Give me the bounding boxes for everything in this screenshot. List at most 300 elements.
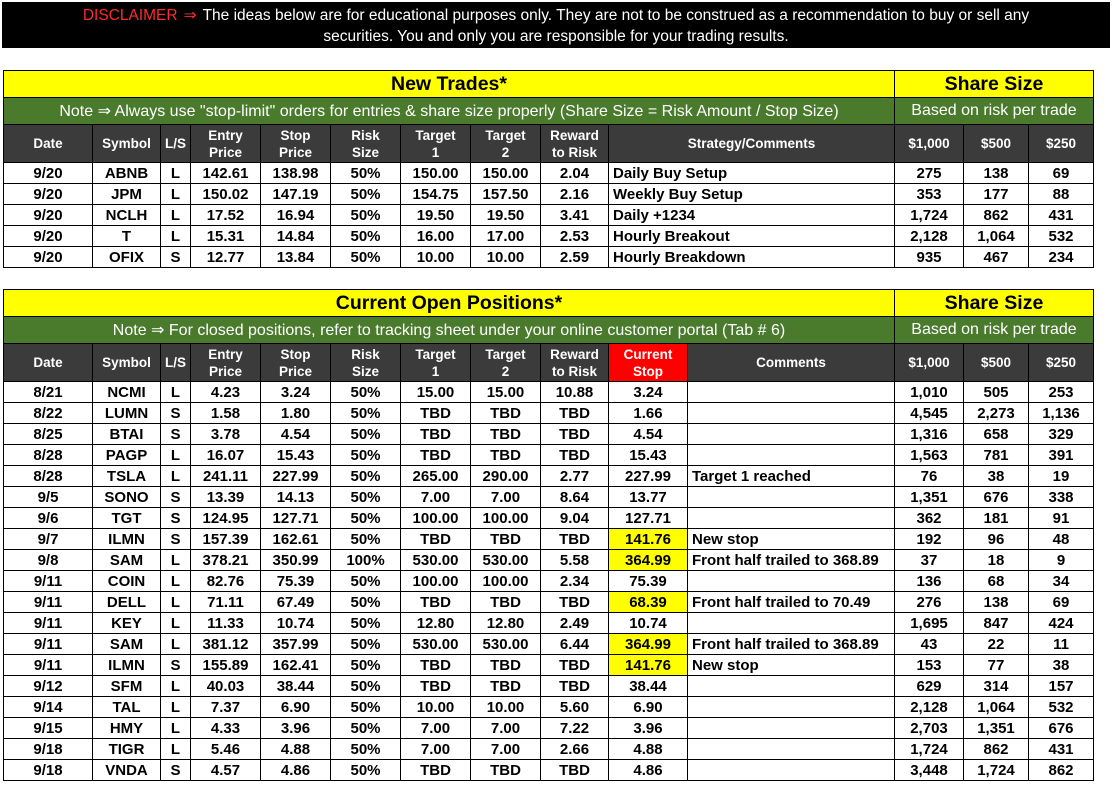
cell-current-stop: 13.77	[609, 487, 688, 508]
cell-target-2: TBD	[471, 592, 541, 613]
cell-comment: Target 1 reached	[688, 466, 895, 487]
cell-date: 8/28	[4, 466, 93, 487]
cell-share-1000: 629	[895, 676, 964, 697]
cell-ls: S	[161, 424, 191, 445]
header-stop-price: Stop Price	[261, 344, 331, 382]
cell-share-1000: 276	[895, 592, 964, 613]
cell-comment	[688, 571, 895, 592]
cell-symbol: VNDA	[93, 760, 161, 781]
cell-date: 9/20	[4, 184, 93, 205]
cell-share-500: 177	[964, 184, 1029, 205]
cell-symbol: LUMN	[93, 403, 161, 424]
cell-symbol: T	[93, 226, 161, 247]
cell-risk-size: 50%	[331, 487, 401, 508]
header-strategy-comments: Strategy/Comments	[609, 125, 895, 163]
cell-date: 9/12	[4, 676, 93, 697]
table-row	[4, 163, 1094, 184]
cell-symbol: ILMN	[93, 655, 161, 676]
cell-risk-size: 50%	[331, 739, 401, 760]
new-trades-header-row	[4, 125, 1094, 163]
cell-comment: Front half trailed to 70.49	[688, 592, 895, 613]
cell-target-1: 265.00	[401, 466, 471, 487]
cell-entry-price: 13.39	[191, 487, 261, 508]
cell-share-500: 847	[964, 613, 1029, 634]
disclaimer-line-2: securities. You and only you are responsible for your trading results.	[323, 28, 789, 45]
cell-target-2: 150.00	[471, 163, 541, 184]
cell-stop-price: 3.96	[261, 718, 331, 739]
cell-reward-to-risk: 6.44	[541, 634, 609, 655]
cell-target-2: 15.00	[471, 382, 541, 403]
cell-share-500: 676	[964, 487, 1029, 508]
cell-reward-to-risk: TBD	[541, 676, 609, 697]
cell-date: 9/6	[4, 508, 93, 529]
cell-target-2: TBD	[471, 424, 541, 445]
cell-reward-to-risk: TBD	[541, 445, 609, 466]
cell-share-500: 2,273	[964, 403, 1029, 424]
cell-share-500: 1,064	[964, 697, 1029, 718]
cell-entry-price: 4.57	[191, 760, 261, 781]
cell-symbol: OFIX	[93, 247, 161, 268]
cell-stop-price: 10.74	[261, 613, 331, 634]
cell-share-1000: 1,010	[895, 382, 964, 403]
cell-target-1: 530.00	[401, 550, 471, 571]
cell-symbol: DELL	[93, 592, 161, 613]
cell-current-stop: 15.43	[609, 445, 688, 466]
cell-entry-price: 381.12	[191, 634, 261, 655]
header-risk-size: Risk Size	[331, 125, 401, 163]
cell-current-stop: 4.88	[609, 739, 688, 760]
cell-comment: Front half trailed to 368.89	[688, 634, 895, 655]
cell-current-stop: 3.24	[609, 382, 688, 403]
share-size-title: Share Size	[895, 71, 1094, 98]
cell-share-500: 658	[964, 424, 1029, 445]
cell-share-1000: 136	[895, 571, 964, 592]
cell-share-1000: 37	[895, 550, 964, 571]
cell-share-500: 314	[964, 676, 1029, 697]
cell-share-500: 18	[964, 550, 1029, 571]
cell-ls: L	[161, 550, 191, 571]
cell-symbol: SAM	[93, 550, 161, 571]
header-date: Date	[4, 125, 93, 163]
cell-share-250: 88	[1029, 184, 1094, 205]
header-stop-price: Stop Price	[261, 125, 331, 163]
cell-risk-size: 50%	[331, 760, 401, 781]
cell-risk-size: 50%	[331, 382, 401, 403]
cell-share-1000: 76	[895, 466, 964, 487]
cell-target-2: 7.00	[471, 718, 541, 739]
cell-stop-price: 6.90	[261, 697, 331, 718]
cell-symbol: TGT	[93, 508, 161, 529]
cell-symbol: SFM	[93, 676, 161, 697]
table-row	[4, 226, 1094, 247]
cell-comment	[688, 424, 895, 445]
cell-share-1000: 2,703	[895, 718, 964, 739]
cell-target-1: 100.00	[401, 508, 471, 529]
cell-symbol: ABNB	[93, 163, 161, 184]
cell-risk-size: 50%	[331, 508, 401, 529]
cell-target-2: 17.00	[471, 226, 541, 247]
cell-stop-price: 75.39	[261, 571, 331, 592]
cell-share-500: 138	[964, 163, 1029, 184]
cell-ls: L	[161, 466, 191, 487]
cell-risk-size: 50%	[331, 184, 401, 205]
cell-reward-to-risk: TBD	[541, 592, 609, 613]
cell-entry-price: 16.07	[191, 445, 261, 466]
cell-entry-price: 71.11	[191, 592, 261, 613]
cell-stop-price: 350.99	[261, 550, 331, 571]
cell-date: 9/15	[4, 718, 93, 739]
cell-current-stop: 38.44	[609, 676, 688, 697]
cell-target-1: TBD	[401, 424, 471, 445]
cell-entry-price: 157.39	[191, 529, 261, 550]
cell-target-2: 19.50	[471, 205, 541, 226]
cell-target-2: TBD	[471, 760, 541, 781]
cell-stop-price: 4.86	[261, 760, 331, 781]
cell-share-500: 1,351	[964, 718, 1029, 739]
cell-ls: L	[161, 739, 191, 760]
header-symbol: Symbol	[93, 125, 161, 163]
cell-target-1: TBD	[401, 403, 471, 424]
cell-stop-price: 14.13	[261, 487, 331, 508]
new-trades-title-row	[4, 71, 1094, 98]
cell-symbol: TAL	[93, 697, 161, 718]
table-row	[4, 613, 1094, 634]
cell-date: 9/20	[4, 163, 93, 184]
cell-share-250: 9	[1029, 550, 1094, 571]
cell-share-1000: 153	[895, 655, 964, 676]
table-row	[4, 739, 1094, 760]
cell-risk-size: 50%	[331, 403, 401, 424]
cell-share-250: 424	[1029, 613, 1094, 634]
cell-ls: S	[161, 403, 191, 424]
open-positions-title-row	[4, 290, 1094, 317]
cell-entry-price: 17.52	[191, 205, 261, 226]
cell-risk-size: 50%	[331, 247, 401, 268]
cell-entry-price: 124.95	[191, 508, 261, 529]
cell-entry-price: 241.11	[191, 466, 261, 487]
cell-share-250: 676	[1029, 718, 1094, 739]
cell-reward-to-risk: 2.59	[541, 247, 609, 268]
cell-symbol: PAGP	[93, 445, 161, 466]
cell-target-2: 100.00	[471, 571, 541, 592]
cell-reward-to-risk: 2.53	[541, 226, 609, 247]
cell-target-2: 290.00	[471, 466, 541, 487]
cell-stop-price: 67.49	[261, 592, 331, 613]
cell-reward-to-risk: TBD	[541, 424, 609, 445]
cell-share-250: 11	[1029, 634, 1094, 655]
cell-date: 8/28	[4, 445, 93, 466]
cell-date: 9/20	[4, 247, 93, 268]
cell-date: 9/18	[4, 760, 93, 781]
header-reward-to-risk: Reward to Risk	[541, 125, 609, 163]
cell-share-1000: 2,128	[895, 697, 964, 718]
cell-entry-price: 142.61	[191, 163, 261, 184]
cell-share-1000: 275	[895, 163, 964, 184]
cell-share-250: 48	[1029, 529, 1094, 550]
cell-entry-price: 1.58	[191, 403, 261, 424]
cell-reward-to-risk: TBD	[541, 529, 609, 550]
cell-entry-price: 12.77	[191, 247, 261, 268]
cell-date: 9/11	[4, 655, 93, 676]
cell-symbol: HMY	[93, 718, 161, 739]
cell-entry-price: 5.46	[191, 739, 261, 760]
open-positions-body	[4, 382, 1094, 781]
cell-reward-to-risk: TBD	[541, 403, 609, 424]
cell-current-stop: 4.86	[609, 760, 688, 781]
cell-share-1000: 192	[895, 529, 964, 550]
cell-target-2: TBD	[471, 403, 541, 424]
cell-target-2: 157.50	[471, 184, 541, 205]
cell-share-250: 532	[1029, 697, 1094, 718]
cell-date: 9/18	[4, 739, 93, 760]
cell-share-250: 253	[1029, 382, 1094, 403]
header-ls: L/S	[161, 125, 191, 163]
cell-share-1000: 43	[895, 634, 964, 655]
cell-share-500: 781	[964, 445, 1029, 466]
cell-target-1: 19.50	[401, 205, 471, 226]
cell-symbol: TSLA	[93, 466, 161, 487]
header-date: Date	[4, 344, 93, 382]
cell-date: 9/8	[4, 550, 93, 571]
cell-risk-size: 50%	[331, 676, 401, 697]
header-target-1: Target 1	[401, 344, 471, 382]
cell-risk-size: 50%	[331, 529, 401, 550]
arrow-icon: ⇒	[183, 7, 197, 24]
cell-current-stop: 6.90	[609, 697, 688, 718]
cell-entry-price: 3.78	[191, 424, 261, 445]
disclaimer-text-1: The ideas below are for educational purposes only. They are not to be construed as a recommendation to buy or sell any	[202, 7, 1030, 24]
cell-strategy-comment: Hourly Breakout	[609, 226, 895, 247]
cell-date: 8/25	[4, 424, 93, 445]
cell-target-1: 10.00	[401, 697, 471, 718]
cell-comment	[688, 403, 895, 424]
cell-share-500: 467	[964, 247, 1029, 268]
new-trades-note: Note ⇒ Always use "stop-limit" orders for entries & share size properly (Share Size = Risk Amount / Stop Size)	[4, 98, 895, 125]
cell-target-1: 150.00	[401, 163, 471, 184]
cell-reward-to-risk: 8.64	[541, 487, 609, 508]
cell-target-1: TBD	[401, 676, 471, 697]
cell-date: 8/22	[4, 403, 93, 424]
cell-risk-size: 50%	[331, 613, 401, 634]
open-positions-note: Note ⇒ For closed positions, refer to tracking sheet under your online customer portal (Tab # 6)	[4, 317, 895, 344]
table-row	[4, 529, 1094, 550]
disclaimer-label: DISCLAIMER	[82, 7, 178, 24]
cell-reward-to-risk: 2.16	[541, 184, 609, 205]
cell-target-2: TBD	[471, 655, 541, 676]
cell-share-500: 1,724	[964, 760, 1029, 781]
cell-target-1: TBD	[401, 445, 471, 466]
cell-ls: L	[161, 697, 191, 718]
cell-entry-price: 4.33	[191, 718, 261, 739]
header-symbol: Symbol	[93, 344, 161, 382]
cell-symbol: SONO	[93, 487, 161, 508]
new-trades-table	[3, 70, 1094, 268]
cell-comment	[688, 718, 895, 739]
cell-reward-to-risk: 2.34	[541, 571, 609, 592]
cell-risk-size: 50%	[331, 697, 401, 718]
cell-ls: L	[161, 592, 191, 613]
cell-reward-to-risk: 5.60	[541, 697, 609, 718]
cell-target-2: TBD	[471, 529, 541, 550]
cell-risk-size: 50%	[331, 718, 401, 739]
share-size-note: Based on risk per trade	[895, 317, 1094, 344]
cell-risk-size: 50%	[331, 445, 401, 466]
header-target-1: Target 1	[401, 125, 471, 163]
cell-date: 9/11	[4, 571, 93, 592]
open-positions-title: Current Open Positions*	[4, 290, 895, 317]
table-row	[4, 445, 1094, 466]
new-trades-note-row	[4, 98, 1094, 125]
cell-stop-price: 138.98	[261, 163, 331, 184]
cell-share-500: 77	[964, 655, 1029, 676]
table-row	[4, 382, 1094, 403]
cell-current-stop: 127.71	[609, 508, 688, 529]
table-row	[4, 466, 1094, 487]
cell-target-1: 12.80	[401, 613, 471, 634]
cell-target-2: 530.00	[471, 550, 541, 571]
cell-share-250: 391	[1029, 445, 1094, 466]
cell-symbol: SAM	[93, 634, 161, 655]
cell-risk-size: 50%	[331, 571, 401, 592]
cell-share-1000: 1,563	[895, 445, 964, 466]
cell-stop-price: 162.41	[261, 655, 331, 676]
cell-entry-price: 82.76	[191, 571, 261, 592]
cell-share-250: 329	[1029, 424, 1094, 445]
cell-ls: S	[161, 760, 191, 781]
cell-symbol: ILMN	[93, 529, 161, 550]
cell-target-1: 7.00	[401, 487, 471, 508]
header-entry-price: Entry Price	[191, 344, 261, 382]
cell-share-500: 38	[964, 466, 1029, 487]
cell-symbol: JPM	[93, 184, 161, 205]
cell-current-stop: 10.74	[609, 613, 688, 634]
cell-share-1000: 1,695	[895, 613, 964, 634]
table-row	[4, 247, 1094, 268]
cell-target-1: 530.00	[401, 634, 471, 655]
cell-strategy-comment: Hourly Breakdown	[609, 247, 895, 268]
cell-target-1: TBD	[401, 529, 471, 550]
cell-target-1: 7.00	[401, 739, 471, 760]
cell-entry-price: 40.03	[191, 676, 261, 697]
cell-share-500: 68	[964, 571, 1029, 592]
cell-stop-price: 162.61	[261, 529, 331, 550]
cell-reward-to-risk: TBD	[541, 760, 609, 781]
cell-share-250: 338	[1029, 487, 1094, 508]
header-ls: L/S	[161, 344, 191, 382]
cell-share-250: 234	[1029, 247, 1094, 268]
cell-reward-to-risk: 2.49	[541, 613, 609, 634]
cell-target-1: TBD	[401, 592, 471, 613]
header-share-1000: $1,000	[895, 344, 964, 382]
cell-entry-price: 15.31	[191, 226, 261, 247]
cell-current-stop: 364.99	[609, 550, 688, 571]
cell-comment: Front half trailed to 368.89	[688, 550, 895, 571]
disclaimer-line-1	[2, 5, 1110, 26]
cell-reward-to-risk: 5.58	[541, 550, 609, 571]
header-share-250: $250	[1029, 344, 1094, 382]
cell-share-1000: 1,724	[895, 739, 964, 760]
cell-risk-size: 50%	[331, 205, 401, 226]
cell-ls: S	[161, 487, 191, 508]
cell-stop-price: 227.99	[261, 466, 331, 487]
cell-current-stop: 141.76	[609, 655, 688, 676]
cell-symbol: TIGR	[93, 739, 161, 760]
cell-target-1: 7.00	[401, 718, 471, 739]
cell-stop-price: 14.84	[261, 226, 331, 247]
cell-share-250: 862	[1029, 760, 1094, 781]
cell-symbol: NCLH	[93, 205, 161, 226]
cell-share-250: 431	[1029, 205, 1094, 226]
cell-entry-price: 4.23	[191, 382, 261, 403]
cell-share-250: 532	[1029, 226, 1094, 247]
cell-comment	[688, 508, 895, 529]
cell-entry-price: 155.89	[191, 655, 261, 676]
cell-share-250: 19	[1029, 466, 1094, 487]
cell-stop-price: 4.54	[261, 424, 331, 445]
cell-target-2: TBD	[471, 445, 541, 466]
cell-risk-size: 100%	[331, 550, 401, 571]
table-row	[4, 403, 1094, 424]
cell-target-1: 15.00	[401, 382, 471, 403]
cell-reward-to-risk: 2.77	[541, 466, 609, 487]
disclaimer-banner	[2, 2, 1110, 48]
table-row	[4, 634, 1094, 655]
cell-current-stop: 227.99	[609, 466, 688, 487]
cell-strategy-comment: Daily Buy Setup	[609, 163, 895, 184]
table-row	[4, 508, 1094, 529]
cell-date: 9/11	[4, 634, 93, 655]
cell-share-250: 1,136	[1029, 403, 1094, 424]
header-reward-to-risk: Reward to Risk	[541, 344, 609, 382]
table-row	[4, 718, 1094, 739]
cell-share-1000: 935	[895, 247, 964, 268]
cell-ls: S	[161, 247, 191, 268]
cell-share-500: 862	[964, 739, 1029, 760]
cell-share-500: 1,064	[964, 226, 1029, 247]
cell-reward-to-risk: 2.04	[541, 163, 609, 184]
cell-stop-price: 13.84	[261, 247, 331, 268]
cell-strategy-comment: Daily +1234	[609, 205, 895, 226]
cell-share-250: 34	[1029, 571, 1094, 592]
cell-current-stop: 68.39	[609, 592, 688, 613]
open-positions-table	[3, 289, 1094, 781]
cell-ls: S	[161, 529, 191, 550]
cell-target-1: TBD	[401, 655, 471, 676]
cell-stop-price: 147.19	[261, 184, 331, 205]
cell-stop-price: 3.24	[261, 382, 331, 403]
cell-target-2: 530.00	[471, 634, 541, 655]
cell-symbol: COIN	[93, 571, 161, 592]
cell-target-2: 7.00	[471, 739, 541, 760]
cell-entry-price: 7.37	[191, 697, 261, 718]
cell-stop-price: 4.88	[261, 739, 331, 760]
cell-current-stop: 141.76	[609, 529, 688, 550]
cell-share-1000: 353	[895, 184, 964, 205]
table-row	[4, 205, 1094, 226]
cell-date: 9/7	[4, 529, 93, 550]
cell-share-500: 181	[964, 508, 1029, 529]
cell-date: 9/20	[4, 205, 93, 226]
cell-current-stop: 4.54	[609, 424, 688, 445]
cell-date: 8/21	[4, 382, 93, 403]
cell-share-250: 69	[1029, 592, 1094, 613]
cell-share-250: 157	[1029, 676, 1094, 697]
cell-strategy-comment: Weekly Buy Setup	[609, 184, 895, 205]
cell-share-1000: 4,545	[895, 403, 964, 424]
cell-stop-price: 1.80	[261, 403, 331, 424]
table-row	[4, 697, 1094, 718]
cell-risk-size: 50%	[331, 424, 401, 445]
